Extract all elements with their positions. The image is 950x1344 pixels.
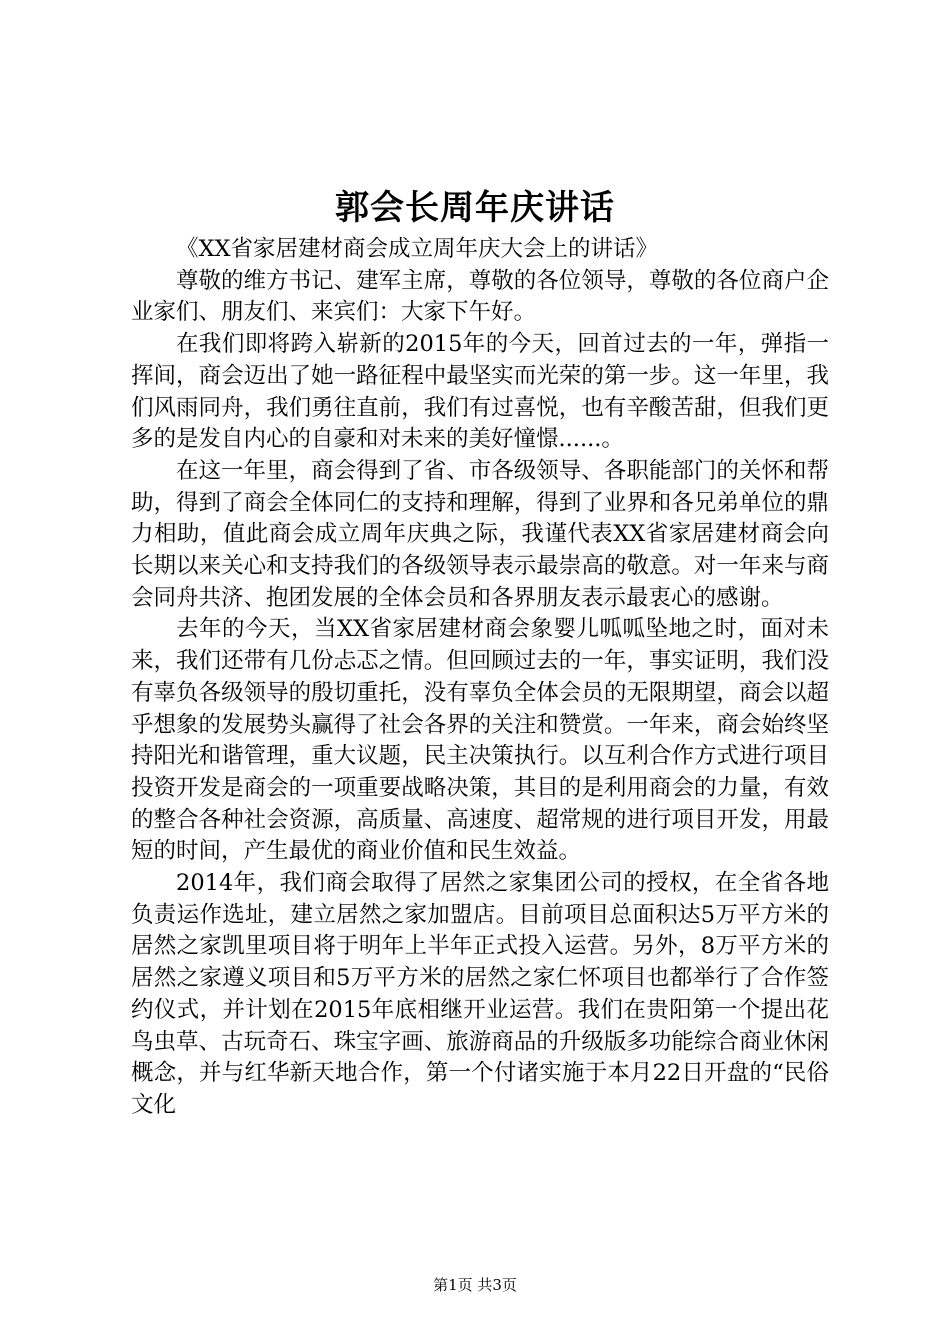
paragraph: 在我们即将跨入崭新的2015年的今天，回首过去的一年，弹指一挥间，商会迈出了她一路征程中最坚实而光荣的第一步。这一年里，我们风雨同舟，我们勇往直前，我们有过喜悦，也有辛酸苦甜，但我们更多的是发自内心的自豪和对未来的美好憧憬......。 xyxy=(131,331,829,453)
paragraph: 2014年，我们商会取得了居然之家集团公司的授权，在全省各地负责运作选址，建立居然之家加盟店。目前项目总面积达5万平方米的居然之家凯里项目将于明年上半年正式投入运营。另外，8万平方米的居然之家遵义项目和5万平方米的居然之家仁怀项目也都举行了合作签约仪式，并计划在2015年底相继开业运营。我们在贵阳第一个提出花鸟虫草、古玩奇石、珠宝字画、旅游商品的升级版多功能综合商业休闲概念，并与红华新天地合作，第一个付诸实施于本月22日开盘的“民俗文化 xyxy=(131,870,829,1118)
document-body xyxy=(131,234,829,1122)
paragraph: 去年的今天，当XX省家居建材商会象婴儿呱呱坠地之时，面对未来，我们还带有几份忐忑之情。但回顾过去的一年，事实证明，我们没有辜负各级领导的殷切重托，没有辜负全体会员的无限期望，商会以超乎想象的发展势头赢得了社会各界的关注和赞赏。一年来，商会始终坚持阳光和谐管理，重大议题，民主决策执行。以互利合作方式进行项目投资开发是商会的一项重要战略决策，其目的是利用商会的力量，有效的整合各种社会资源，高质量、高速度、超常规的进行项目开发，用最短的时间，产生最优的商业价值和民生效益。 xyxy=(131,616,829,865)
paragraph: 在这一年里，商会得到了省、市各级领导、各职能部门的关怀和帮助，得到了商会全体同仁的支持和理解，得到了业界和各兄弟单位的鼎力相助，值此商会成立周年庆典之际，我谨代表XX省家居建材商会向长期以来关心和支持我们的各级领导表示最崇高的敬意。对一年来与商会同舟共济、抱团发展的全体会员和各界朋友表示最衷心的感谢。 xyxy=(131,457,829,611)
document-title: 郭会长周年庆讲话 xyxy=(335,188,615,228)
page-footer: 第1页 共3页 xyxy=(433,1276,517,1294)
paragraph-greeting: 尊敬的维方书记、建军主席，尊敬的各位领导，尊敬的各位商户企业家们、朋友们、来宾们：大家下午好。 xyxy=(131,267,829,326)
paragraph-subtitle: 《XX省家居建材商会成立周年庆大会上的讲话》 xyxy=(176,236,659,262)
